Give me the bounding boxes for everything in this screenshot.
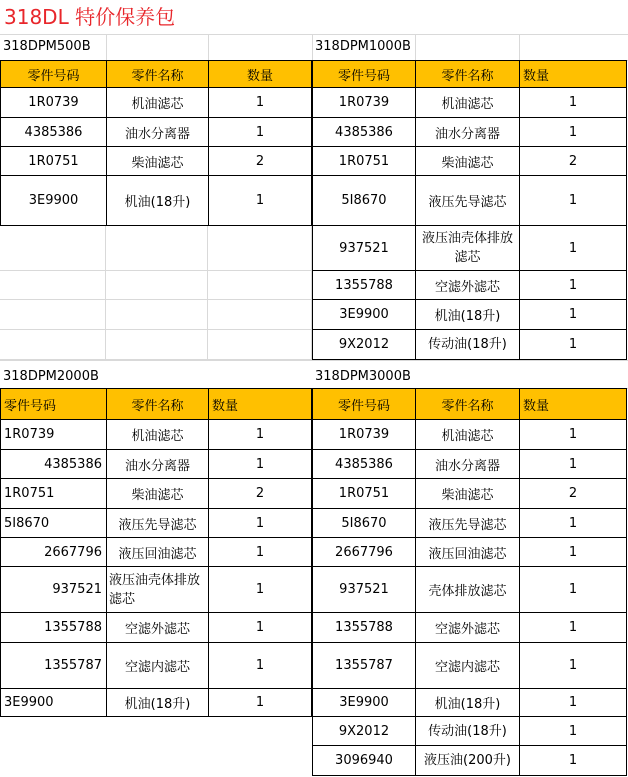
part-name-cell: 空滤外滤芯 — [415, 613, 519, 643]
part-number-cell: 5I8670 — [312, 509, 415, 538]
grid-line — [0, 34, 628, 35]
grid-line — [0, 360, 628, 361]
quantity-cell: 1 — [208, 509, 312, 538]
part-number-cell: 3E9900 — [312, 300, 415, 330]
part-number-cell: 2667796 — [0, 538, 106, 567]
column-header: 零件名称 — [415, 388, 519, 420]
grid-line — [208, 34, 209, 60]
part-name-cell: 柴油滤芯 — [106, 147, 208, 176]
part-name-cell: 液压油壳体排放滤芯 — [106, 567, 208, 613]
quantity-cell: 2 — [519, 479, 627, 509]
quantity-cell: 1 — [519, 300, 627, 330]
column-header: 数量 — [519, 60, 627, 88]
part-name-cell: 机油(18升) — [415, 689, 519, 717]
column-header: 零件号码 — [312, 60, 415, 88]
part-number-cell: 1R0739 — [312, 420, 415, 450]
part-name-cell: 液压先导滤芯 — [415, 176, 519, 226]
quantity-cell: 1 — [519, 420, 627, 450]
part-name-cell: 空滤外滤芯 — [415, 271, 519, 300]
quantity-cell: 1 — [519, 689, 627, 717]
column-header: 零件号码 — [312, 388, 415, 420]
part-name-cell: 柴油滤芯 — [106, 479, 208, 509]
part-name-cell: 液压油(200升) — [415, 746, 519, 776]
empty-cell — [0, 226, 106, 271]
quantity-cell: 1 — [519, 118, 627, 147]
part-name-cell: 传动油(18升) — [415, 717, 519, 746]
empty-cell — [208, 226, 312, 271]
quantity-cell: 1 — [519, 538, 627, 567]
empty-cell — [0, 271, 106, 300]
column-header: 数量 — [208, 60, 312, 88]
quantity-cell: 1 — [208, 420, 312, 450]
part-name-cell: 油水分离器 — [106, 450, 208, 479]
part-number-cell: 1R0751 — [0, 479, 106, 509]
part-name-cell: 壳体排放滤芯 — [415, 567, 519, 613]
part-number-cell: 1R0751 — [312, 147, 415, 176]
quantity-cell: 1 — [208, 567, 312, 613]
part-number-cell: 1355788 — [312, 613, 415, 643]
package-label: 318DPM1000B — [315, 39, 411, 54]
part-number-cell: 937521 — [312, 567, 415, 613]
quantity-cell: 1 — [519, 271, 627, 300]
part-number-cell: 9X2012 — [312, 330, 415, 360]
sheet-title: 318DL 特价保养包 — [4, 5, 176, 29]
part-number-cell: 2667796 — [312, 538, 415, 567]
column-header: 数量 — [208, 388, 312, 420]
part-number-cell: 3E9900 — [0, 176, 106, 226]
part-number-cell: 5I8670 — [0, 509, 106, 538]
part-name-cell: 油水分离器 — [415, 118, 519, 147]
grid-line — [312, 34, 313, 60]
part-number-cell: 1355787 — [312, 643, 415, 689]
part-number-cell: 937521 — [312, 226, 415, 271]
part-number-cell: 1R0751 — [0, 147, 106, 176]
column-header: 数量 — [519, 388, 627, 420]
part-number-cell: 4385386 — [312, 450, 415, 479]
empty-cell — [208, 330, 312, 360]
part-number-cell: 1R0751 — [312, 479, 415, 509]
quantity-cell: 1 — [208, 613, 312, 643]
part-number-cell: 1355788 — [312, 271, 415, 300]
quantity-cell: 1 — [519, 613, 627, 643]
empty-cell — [208, 300, 312, 330]
quantity-cell: 1 — [519, 330, 627, 360]
column-header: 零件号码 — [0, 388, 106, 420]
grid-line — [415, 34, 416, 60]
part-name-cell: 空滤内滤芯 — [415, 643, 519, 689]
column-header: 零件名称 — [106, 388, 208, 420]
quantity-cell: 1 — [208, 450, 312, 479]
part-name-cell: 液压油壳体排放滤芯 — [415, 226, 519, 271]
grid-line — [519, 34, 520, 60]
part-name-cell: 机油滤芯 — [415, 420, 519, 450]
part-name-cell: 机油滤芯 — [106, 420, 208, 450]
quantity-cell: 1 — [208, 643, 312, 689]
column-header: 零件名称 — [106, 60, 208, 88]
part-name-cell: 传动油(18升) — [415, 330, 519, 360]
part-number-cell: 4385386 — [312, 118, 415, 147]
column-header: 零件名称 — [415, 60, 519, 88]
quantity-cell: 1 — [519, 450, 627, 479]
empty-cell — [106, 300, 208, 330]
part-number-cell: 1R0739 — [312, 88, 415, 118]
part-number-cell: 5I8670 — [312, 176, 415, 226]
part-name-cell: 机油(18升) — [415, 300, 519, 330]
quantity-cell: 1 — [208, 689, 312, 717]
quantity-cell: 1 — [208, 118, 312, 147]
empty-cell — [106, 226, 208, 271]
quantity-cell: 1 — [519, 567, 627, 613]
part-name-cell: 液压先导滤芯 — [106, 509, 208, 538]
part-name-cell: 空滤外滤芯 — [106, 613, 208, 643]
empty-cell — [106, 271, 208, 300]
package-label: 318DPM3000B — [315, 369, 411, 384]
part-number-cell: 4385386 — [0, 450, 106, 479]
empty-cell — [0, 330, 106, 360]
quantity-cell: 2 — [208, 147, 312, 176]
part-name-cell: 液压先导滤芯 — [415, 509, 519, 538]
empty-cell — [106, 330, 208, 360]
package-label: 318DPM500B — [3, 39, 91, 54]
part-number-cell: 3E9900 — [0, 689, 106, 717]
part-name-cell: 机油(18升) — [106, 689, 208, 717]
part-number-cell: 937521 — [0, 567, 106, 613]
part-number-cell: 4385386 — [0, 118, 106, 147]
quantity-cell: 1 — [519, 88, 627, 118]
column-header: 零件号码 — [0, 60, 106, 88]
quantity-cell: 1 — [208, 88, 312, 118]
quantity-cell: 2 — [519, 147, 627, 176]
quantity-cell: 2 — [208, 479, 312, 509]
quantity-cell: 1 — [208, 176, 312, 226]
part-number-cell: 9X2012 — [312, 717, 415, 746]
part-number-cell: 1R0739 — [0, 88, 106, 118]
quantity-cell: 1 — [519, 746, 627, 776]
quantity-cell: 1 — [519, 717, 627, 746]
quantity-cell: 1 — [519, 643, 627, 689]
part-number-cell: 1355787 — [0, 643, 106, 689]
part-number-cell: 3E9900 — [312, 689, 415, 717]
part-name-cell: 柴油滤芯 — [415, 147, 519, 176]
part-name-cell: 机油滤芯 — [415, 88, 519, 118]
grid-line — [106, 34, 107, 60]
package-label: 318DPM2000B — [3, 369, 99, 384]
quantity-cell: 1 — [519, 176, 627, 226]
quantity-cell: 1 — [519, 226, 627, 271]
part-name-cell: 机油滤芯 — [106, 88, 208, 118]
part-number-cell: 3096940 — [312, 746, 415, 776]
part-name-cell: 油水分离器 — [415, 450, 519, 479]
quantity-cell: 1 — [519, 509, 627, 538]
empty-cell — [208, 271, 312, 300]
part-name-cell: 空滤内滤芯 — [106, 643, 208, 689]
part-name-cell: 液压回油滤芯 — [106, 538, 208, 567]
empty-cell — [0, 300, 106, 330]
part-name-cell: 油水分离器 — [106, 118, 208, 147]
part-name-cell: 液压回油滤芯 — [415, 538, 519, 567]
part-number-cell: 1R0739 — [0, 420, 106, 450]
quantity-cell: 1 — [208, 538, 312, 567]
part-number-cell: 1355788 — [0, 613, 106, 643]
part-name-cell: 机油(18升) — [106, 176, 208, 226]
part-name-cell: 柴油滤芯 — [415, 479, 519, 509]
